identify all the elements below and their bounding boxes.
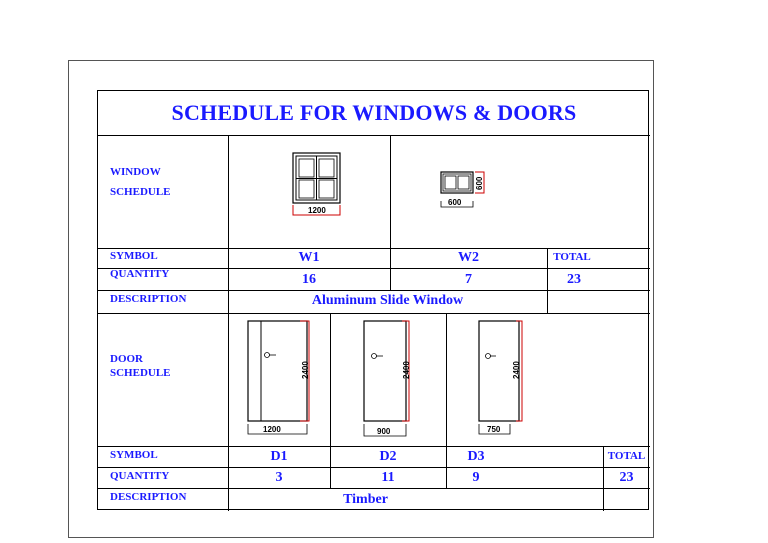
door-d2-width-dim: 900 <box>377 427 391 436</box>
door-symbol-d1: D1 <box>270 449 288 464</box>
door-description-value: Timber <box>343 492 388 507</box>
door-schedule-label-2: SCHEDULE <box>110 367 171 379</box>
schedule-title: SCHEDULE FOR WINDOWS & DOORS <box>171 100 577 125</box>
window-symbol-w1: W1 <box>298 250 320 265</box>
door-symbol-d3: D3 <box>467 449 485 464</box>
door-total-label: TOTAL <box>607 450 646 462</box>
door-d1-width-dim: 1200 <box>263 425 281 434</box>
door-symbol-d2: D2 <box>379 449 397 464</box>
door-quantity-label: QUANTITY <box>110 470 170 482</box>
window-w1-width-dim: 1200 <box>308 206 326 215</box>
window-description-value: Aluminum Slide Window <box>311 293 464 308</box>
door-quantity-total: 23 <box>619 470 634 485</box>
door-symbol-label: SYMBOL <box>110 449 158 461</box>
elevation-drawings <box>98 91 650 511</box>
schedule-table <box>97 90 649 510</box>
door-description-label: DESCRIPTION <box>110 491 187 503</box>
door-quantity-d2: 11 <box>381 470 395 485</box>
door-d3-height-dim: 2400 <box>512 361 521 379</box>
window-description-label: DESCRIPTION <box>110 293 187 305</box>
window-quantity-w1: 16 <box>302 272 316 287</box>
window-symbol-label: SYMBOL <box>110 250 158 262</box>
window-schedule-label-1: WINDOW <box>110 166 161 178</box>
door-quantity-d3: 9 <box>472 470 480 485</box>
door-d3-width-dim: 750 <box>487 425 501 434</box>
window-total-label: TOTAL <box>553 251 591 263</box>
door-d2-height-dim: 2400 <box>402 361 411 379</box>
window-quantity-w2: 7 <box>465 272 472 287</box>
window-schedule-label-2: SCHEDULE <box>110 186 171 198</box>
door-quantity-d1: 3 <box>275 470 283 485</box>
window-w2-width-dim: 600 <box>448 198 462 207</box>
window-symbol-w2: W2 <box>458 250 479 265</box>
door-d1-elevation <box>248 321 309 434</box>
window-w2-height-dim: 600 <box>475 176 484 190</box>
window-quantity-label: QUANTITY <box>110 268 170 280</box>
window-quantity-total: 23 <box>567 272 581 287</box>
door-schedule-label-1: DOOR <box>110 353 143 365</box>
door-d1-height-dim: 2400 <box>301 361 310 379</box>
